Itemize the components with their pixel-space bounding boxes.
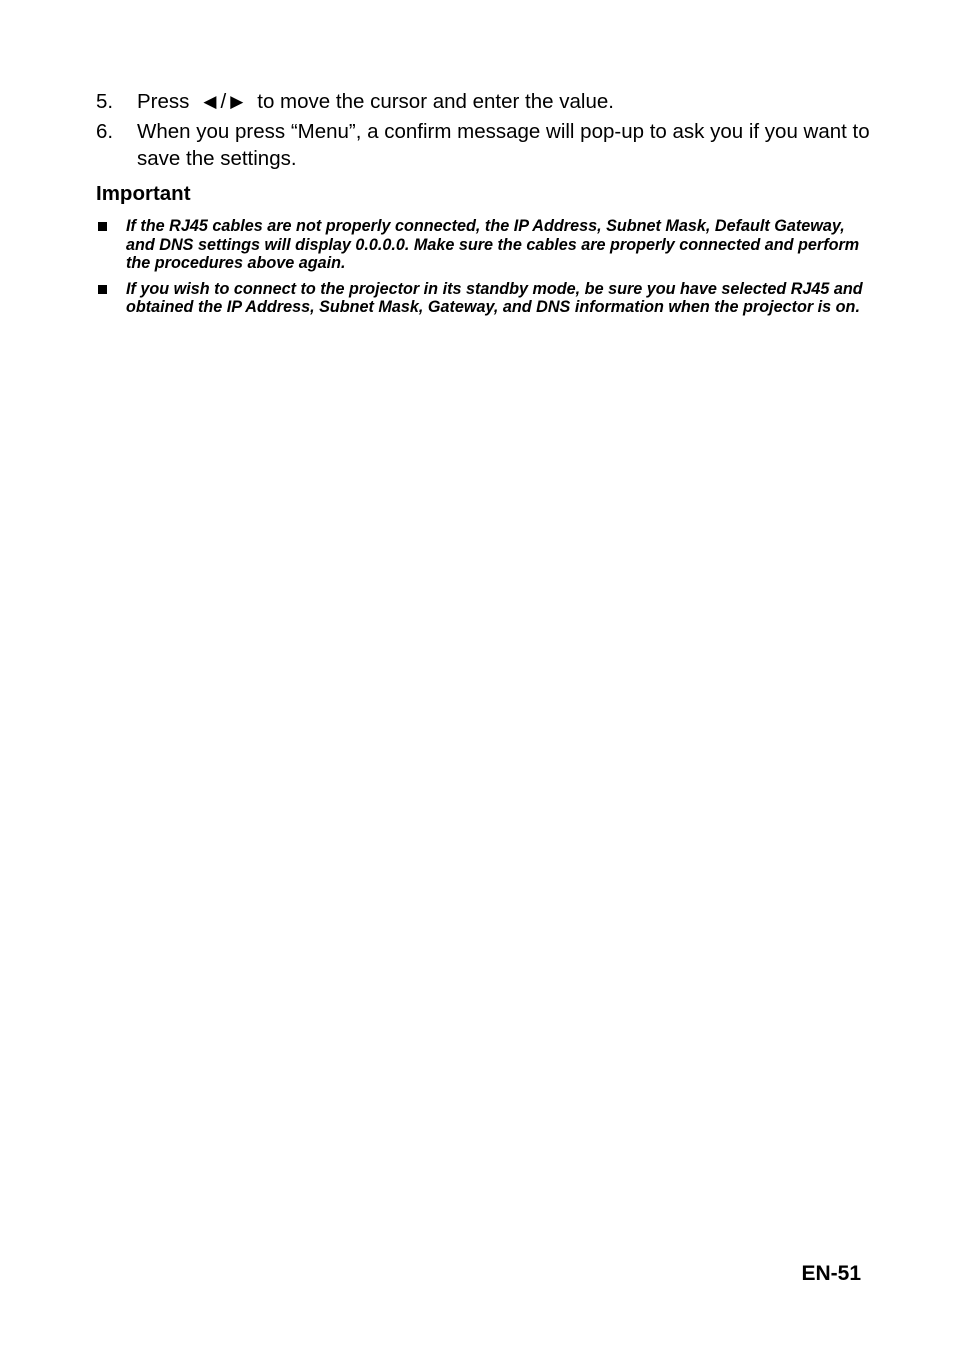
instruction-steps [96,88,876,175]
note-text: If you wish to connect to the projector in its standby mode, be sure you have selected RJ45 and obtained the IP Address, Subnet Mask, Gateway, and DNS information when the projector is on. [126,279,863,316]
step-6 [96,118,876,172]
important-note-cables [96,217,866,273]
left-arrow-icon: ◀ [203,92,217,111]
note-text: If the RJ45 cables are not properly connected, the IP Address, Subnet Mask, Default Gateway, and DNS settings will display 0.0.0.0. Make sure the cables are properly connected and perform the procedures above again. [126,217,860,272]
step-number: 6. [96,120,114,143]
step-text-after: to move the cursor and enter the value. [257,90,614,113]
square-bullet-icon [98,222,107,231]
step-5 [96,88,876,115]
right-arrow-icon: ▶ [230,92,244,111]
step-text-before: Press [137,90,190,113]
important-heading: Important [96,182,191,205]
step-number: 5. [96,90,114,113]
square-bullet-icon [98,285,107,294]
arrow-separator: / [220,90,227,113]
page-number: EN-51 [801,1262,861,1285]
important-notes [96,217,866,324]
important-note-standby [96,280,866,317]
step-text: When you press “Menu”, a confirm message will pop-up to ask you if you want to save the settings. [137,120,870,170]
